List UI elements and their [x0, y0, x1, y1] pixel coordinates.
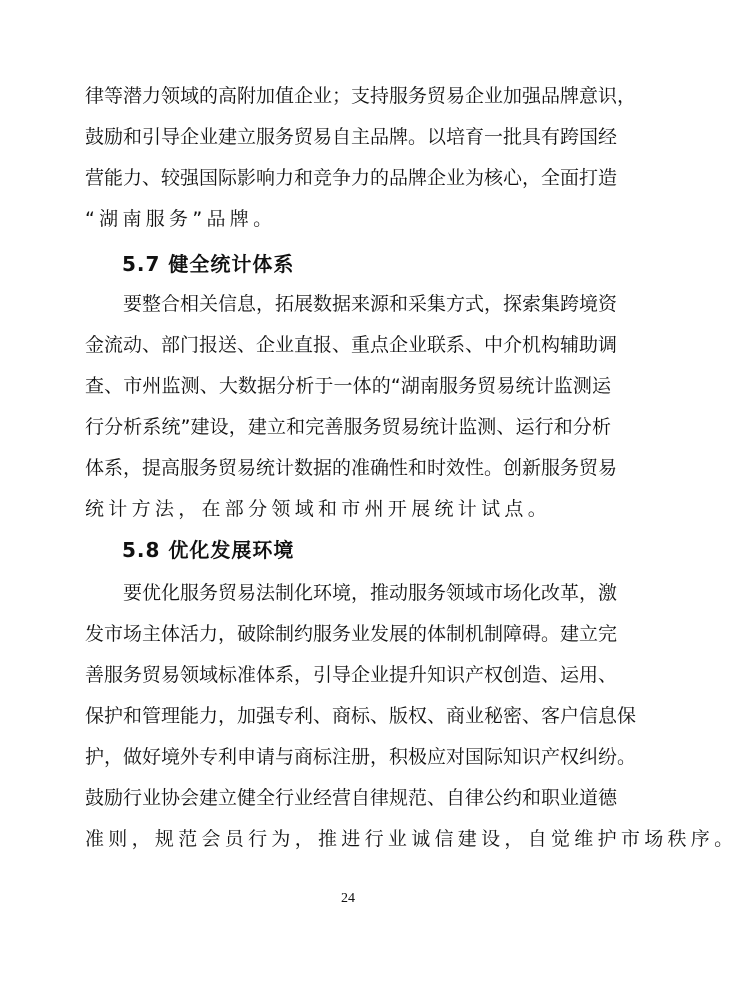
text-line: 鼓励行业协会建立健全行业经营自律规范、自律公约和职业道德	[85, 787, 618, 809]
text-line: 要优化服务贸易法制化环境，推动服务领域市场化改革，激	[123, 582, 618, 604]
text-line: 行分析系统”建设，建立和完善服务贸易统计监测、运行和分析	[85, 416, 611, 438]
text-line: 护，做好境外专利申请与商标注册，积极应对国际知识产权纠纷。	[85, 746, 637, 768]
section-heading-5-7: 5.7 健全统计体系	[122, 252, 295, 276]
text-line: 律等潜力领域的高附加值企业；支持服务贸易企业加强品牌意识，	[85, 85, 637, 107]
page-number: 24	[341, 891, 355, 906]
text-line: 鼓励和引导企业建立服务贸易自主品牌。以培育一批具有跨国经	[85, 126, 618, 148]
text-line: 查、市州监测、大数据分析于一体的“湖南服务贸易统计监测运	[85, 375, 611, 397]
text-line: 营能力、较强国际影响力和竞争力的品牌企业为核心，全面打造	[85, 167, 618, 189]
text-line: 准则，规范会员行为，推进行业诚信建设，自觉维护市场秩序。	[85, 828, 737, 850]
text-line: 保护和管理能力，加强专利、商标、版权、商业秘密、客户信息保	[85, 705, 637, 727]
text-line: 要整合相关信息，拓展数据来源和采集方式，探索集跨境资	[123, 293, 618, 315]
text-line: 统计方法，在部分领域和市州开展统计试点。	[85, 498, 552, 520]
text-line: 发市场主体活力，破除制约服务业发展的体制机制障碍。建立完	[85, 623, 618, 645]
paragraph-environment	[85, 573, 737, 860]
paragraph-brand	[85, 76, 637, 240]
text-line: 体系，提高服务贸易统计数据的准确性和时效性。创新服务贸易	[85, 457, 618, 479]
section-heading-5-8: 5.8 优化发展环境	[122, 538, 295, 562]
text-line: “湖南服务”品牌。	[85, 208, 277, 230]
paragraph-statistics	[85, 284, 618, 530]
text-line: 金流动、部门报送、企业直报、重点企业联系、中介机构辅助调	[85, 334, 618, 356]
text-line: 善服务贸易领域标准体系，引导企业提升知识产权创造、运用、	[85, 664, 618, 686]
